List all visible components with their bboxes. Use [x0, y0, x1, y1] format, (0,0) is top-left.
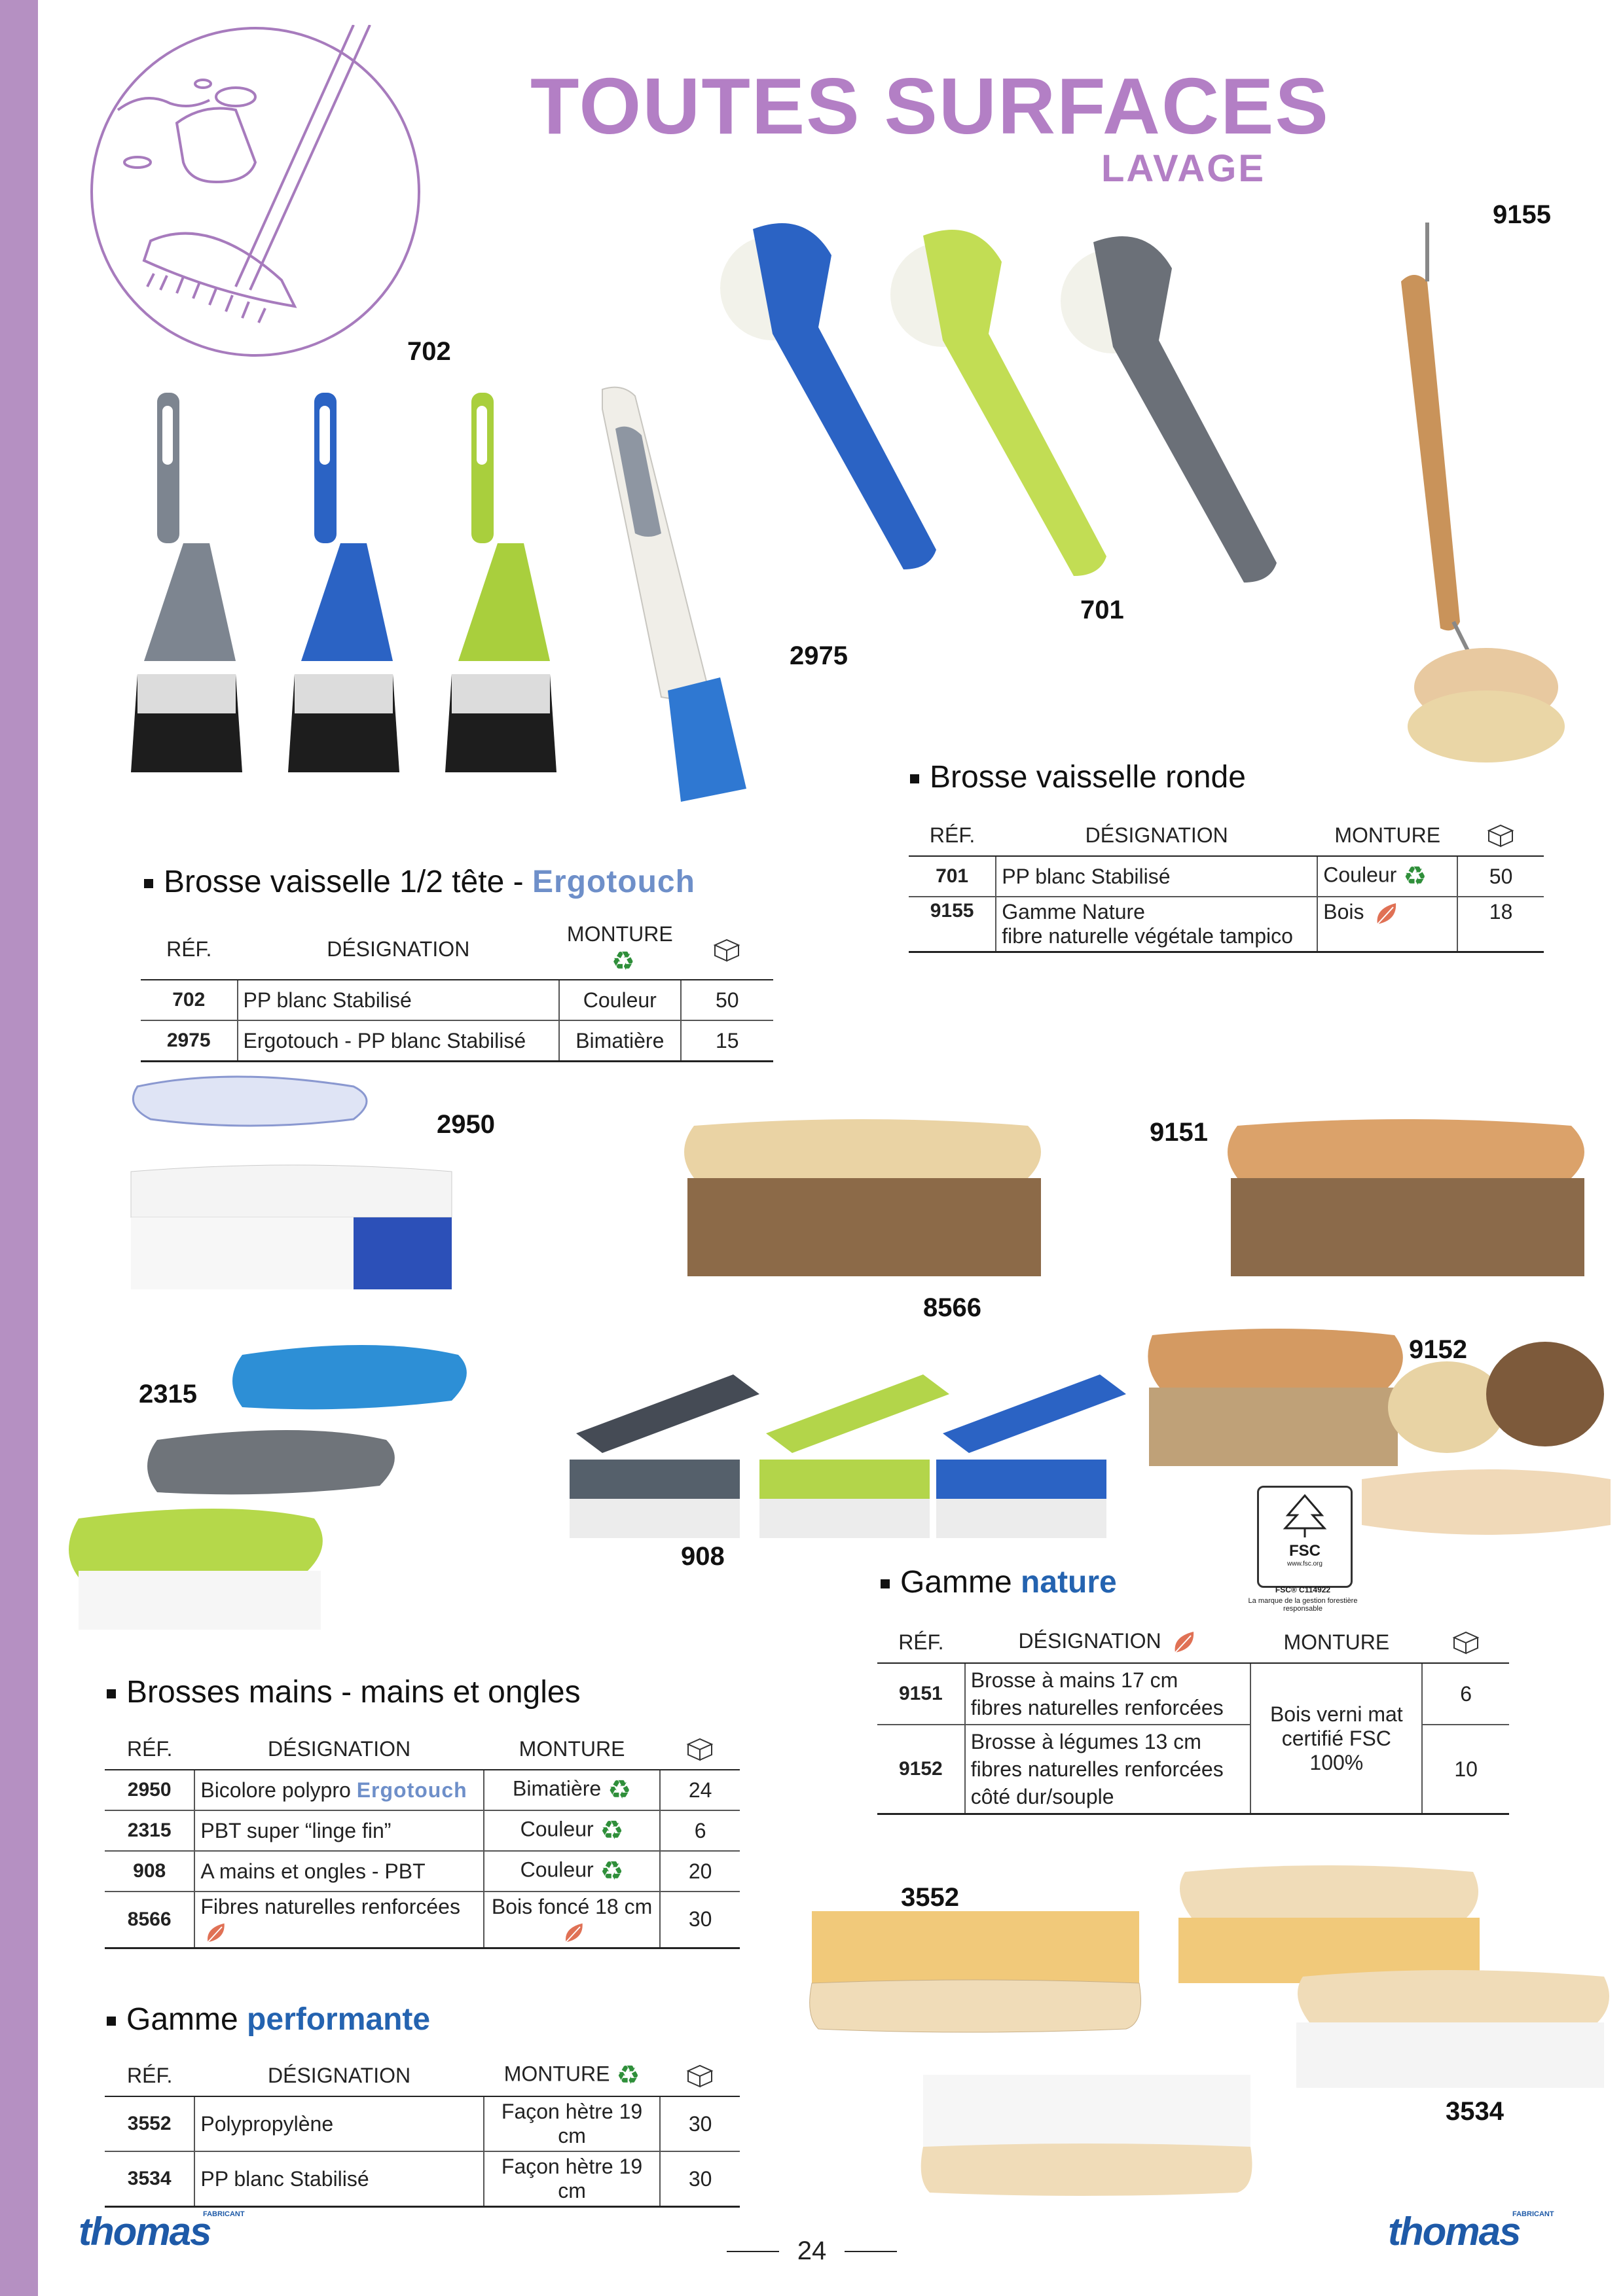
box-icon	[1451, 1631, 1480, 1655]
round-dish-brushes-image	[714, 203, 1421, 622]
nature-table: RÉF. DÉSIGNATION MONTURE 9151 Brosse à mains 17 cm fibres naturelles renforcées Bois verni mat certifié FSC 100% 6 9152 Brosse à légumes 13 cm fibres naturelles renforcées côté dur/souple 10	[877, 1622, 1509, 1815]
col-monture: MONTURE♻	[559, 920, 681, 980]
ref-9155: 9155	[1493, 200, 1551, 229]
leaf-icon	[1374, 901, 1400, 927]
ref-701: 701	[1080, 596, 1124, 624]
performante-brushes-image	[805, 1865, 1617, 2212]
section-performante-title: Gamme performante	[107, 2001, 430, 2037]
recycle-icon: ♻	[616, 2061, 640, 2090]
box-icon	[712, 939, 741, 962]
thomas-logo-right: thomas FABRICANT	[1388, 2210, 1554, 2253]
recycle-icon: ♻	[1403, 862, 1427, 891]
ref-2975: 2975	[790, 641, 848, 670]
table-row: 9155 Gamme Nature fibre naturelle végétale tampico Bois 18	[909, 897, 1544, 952]
nail-brush-8566-image	[681, 1113, 1048, 1289]
ref-3534: 3534	[1446, 2097, 1504, 2126]
brush-white-bottom	[921, 2075, 1252, 2196]
side-bar	[0, 0, 38, 2296]
table-row: 701 PP blanc Stabilisé Couleur ♻ 50	[909, 856, 1544, 897]
ref-702: 702	[407, 337, 451, 366]
table-row: 2950 Bicolore polypro Ergotouch Bimatière ♻ 24	[105, 1770, 740, 1810]
recycle-icon: ♻	[608, 1776, 632, 1804]
brush-yellow-left	[810, 1911, 1141, 2032]
table-row: 8566 Fibres naturelles renforcées Bois foncé 18 cm 30	[105, 1892, 740, 1948]
box-icon	[1486, 824, 1515, 848]
page-title: TOUTES SURFACES	[530, 62, 1330, 151]
dish-brush-grey	[131, 393, 242, 772]
fsc-code: FSC® C114922	[1275, 1585, 1331, 1594]
recycle-icon: ♻	[600, 1816, 624, 1845]
cleaning-illustration	[79, 25, 445, 378]
table-row: 3552 Polypropylène Façon hètre 19 cm 30	[105, 2096, 740, 2151]
mains-table: RÉF. DÉSIGNATION MONTURE 2950 Bicolore polypro Ergotouch Bimatière ♻ 24 2315 PBT super “linge fin” Couleur ♻ 6 908 A mains et ongles - PBT Couleur ♻ 20 8566 Fibres naturelles renforcées Bois foncé 18 cm 30	[105, 1729, 740, 1949]
dish-brush-blue	[288, 393, 399, 772]
table-row: 2315 PBT super “linge fin” Couleur ♻ 6	[105, 1810, 740, 1851]
col-packaging	[681, 920, 773, 980]
ref-9151: 9151	[1150, 1118, 1208, 1147]
section-ergotouch-title: Brosse vaisselle 1/2 tête - Ergotouch	[144, 864, 695, 900]
page-number: 24	[766, 2236, 858, 2266]
vegetable-brushes-image	[1139, 1316, 1611, 1545]
col-designation: DÉSIGNATION	[238, 920, 560, 980]
section-ronde-title: Brosse vaisselle ronde	[910, 759, 1246, 795]
ref-2315: 2315	[139, 1380, 197, 1408]
table-row: 9152 Brosse à légumes 13 cm fibres naturelles renforcées côté dur/souple 10	[877, 1725, 1509, 1814]
hand-brush-9151-image	[1224, 1113, 1591, 1289]
ref-8566: 8566	[923, 1293, 981, 1322]
page-subtitle: LAVAGE	[1101, 147, 1266, 190]
nail-brushes-908-image	[563, 1368, 1152, 1551]
fsc-text: La marque de la gestion forestière responsable	[1248, 1597, 1358, 1613]
box-icon	[685, 2064, 714, 2088]
ref-2950: 2950	[437, 1110, 495, 1139]
linge-fin-brushes-image	[65, 1329, 537, 1636]
ergotouch-table	[141, 920, 773, 1062]
thomas-logo-left: thomas FABRICANT	[79, 2210, 245, 2253]
dish-brushes-ergotouch-image	[131, 386, 773, 818]
ref-908: 908	[681, 1542, 725, 1571]
brush-yellow-right	[1178, 1865, 1480, 1983]
recycle-icon: ♻	[611, 947, 635, 976]
ronde-table: RÉF. DÉSIGNATION MONTURE 701 PP blanc Stabilisé Couleur ♻ 50 9155 Gamme Nature fibre naturelle végétale tampico Bois 18	[909, 815, 1544, 953]
tree-icon	[1279, 1493, 1331, 1539]
section-nature-title: Gamme nature	[881, 1564, 1117, 1600]
table-row: 9151 Brosse à mains 17 cm fibres naturelles renforcées Bois verni mat certifié FSC 100% 6	[877, 1663, 1509, 1725]
leaf-icon	[562, 1921, 586, 1945]
performante-table: RÉF. DÉSIGNATION MONTURE ♻ 3552 Polypropylène Façon hètre 19 cm 30 3534 PP blanc Stabilisé Façon hètre 19 cm 30	[105, 2055, 740, 2208]
ref-3552: 3552	[901, 1883, 959, 1912]
table-row: 2975 Ergotouch - PP blanc Stabilisé Bimatière 15	[141, 1020, 773, 1062]
fsc-logo: FSC www.fsc.org	[1257, 1486, 1353, 1588]
round-brush-grey	[1061, 236, 1277, 583]
recycle-icon: ♻	[600, 1857, 624, 1886]
section-mains-title: Brosses mains - mains et ongles	[107, 1674, 581, 1710]
table-row: 3534 PP blanc Stabilisé Façon hètre 19 cm 30	[105, 2151, 740, 2207]
ref-9152: 9152	[1409, 1335, 1467, 1364]
leaf-icon	[1171, 1629, 1197, 1655]
brush-white-right	[1296, 1970, 1609, 2088]
wooden-dish-brush-image	[1388, 203, 1597, 792]
table-row: 702 PP blanc Stabilisé Couleur 50	[141, 980, 773, 1020]
dish-brush-green	[445, 393, 556, 772]
leaf-icon	[204, 1921, 228, 1945]
col-ref: RÉF.	[141, 920, 238, 980]
table-row: 908 A mains et ongles - PBT Couleur ♻ 20	[105, 1851, 740, 1892]
hand-brush-2950-image	[124, 1073, 465, 1302]
box-icon	[685, 1738, 714, 1761]
